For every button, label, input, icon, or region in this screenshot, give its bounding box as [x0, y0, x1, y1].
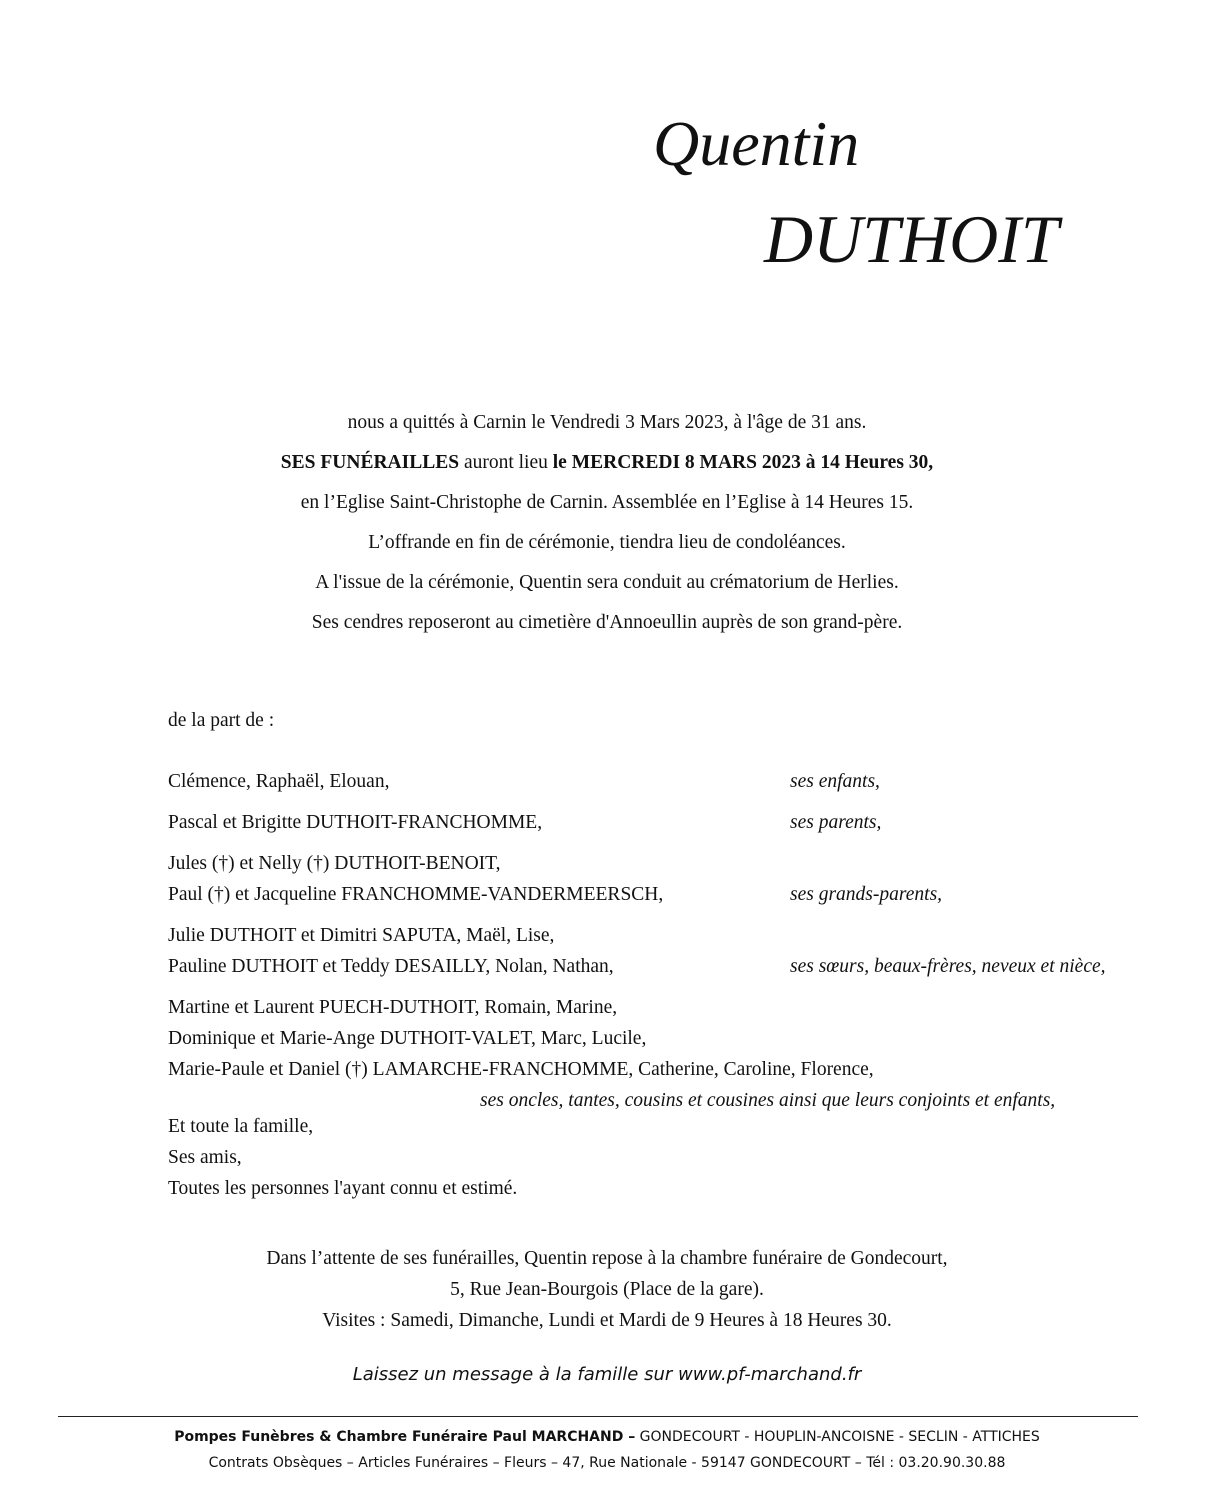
- footer-divider: [58, 1416, 1138, 1417]
- grandparents-names-2: Paul (†) et Jacqueline FRANCHOMME-VANDERMEERSCH,: [168, 884, 664, 905]
- family-list: [168, 766, 1198, 1126]
- announcement-line-crematorium: A l'issue de la cérémonie, Quentin sera conduit au crématorium de Herlies.: [315, 572, 899, 593]
- parents-names: Pascal et Brigitte DUTHOIT-FRANCHOMME,: [168, 812, 543, 833]
- funeral-date: le MERCREDI 8 MARS 2023 à 14 Heures 30,: [552, 452, 934, 473]
- repose-line-location: Dans l’attente de ses funérailles, Quentin repose à la chambre funéraire de Gondecourt,: [266, 1248, 948, 1269]
- family-group-children: [168, 766, 1198, 797]
- announcement-line-offering: L’offrande en fin de cérémonie, tiendra lieu de condoléances.: [368, 532, 846, 553]
- footer: [0, 1424, 1214, 1476]
- grandparents-relation: ses grands-parents,: [790, 884, 943, 905]
- footer-contact-line: Contrats Obsèques – Articles Funéraires – Fleurs – 47, Rue Nationale - 59147 GONDECOURT – Tél : 03.20.90.30.88: [208, 1455, 1006, 1471]
- repose-line-address: 5, Rue Jean-Bourgois (Place de la gare).: [450, 1279, 764, 1300]
- closing-family: Et toute la famille,: [168, 1116, 314, 1137]
- announcement-block: [0, 408, 1214, 648]
- online-message-note: Laissez un message à la famille sur www.pf-marchand.fr: [352, 1364, 862, 1385]
- family-group-extended: [168, 992, 1198, 1116]
- funeral-connector: auront lieu: [459, 452, 553, 473]
- announcement-line-funeral: [0, 448, 1214, 488]
- children-relation: ses enfants,: [790, 771, 880, 792]
- siblings-names-2: Pauline DUTHOIT et Teddy DESAILLY, Nolan, Nathan,: [168, 956, 614, 977]
- closing-block: [168, 1111, 517, 1204]
- deceased-last-name: DUTHOIT: [764, 201, 1059, 277]
- siblings-relation: ses sœurs, beaux-frères, neveux et nièce,: [790, 956, 1106, 977]
- extended-names-2: Dominique et Marie-Ange DUTHOIT-VALET, Marc, Lucile,: [168, 1028, 647, 1049]
- footer-company-line: [0, 1424, 1214, 1450]
- parents-relation: ses parents,: [790, 812, 882, 833]
- closing-acquaintances: Toutes les personnes l'ayant connu et estimé.: [168, 1178, 518, 1199]
- extended-names-1: Martine et Laurent PUECH-DUTHOIT, Romain, Marine,: [168, 997, 618, 1018]
- grandparents-names-1: Jules (†) et Nelly (†) DUTHOIT-BENOIT,: [168, 853, 501, 874]
- footer-company-name: Pompes Funèbres & Chambre Funéraire Paul MARCHAND –: [174, 1429, 636, 1445]
- siblings-names-1: Julie DUTHOIT et Dimitri SAPUTA, Maël, Lise,: [168, 925, 555, 946]
- repose-block: [0, 1243, 1214, 1336]
- closing-friends: Ses amis,: [168, 1147, 242, 1168]
- deceased-first-name: Quentin: [653, 108, 860, 179]
- announcement-line-death: nous a quittés à Carnin le Vendredi 3 Mars 2023, à l'âge de 31 ans.: [347, 412, 867, 433]
- announcement-line-church: en l’Eglise Saint-Christophe de Carnin. Assemblée en l’Eglise à 14 Heures 15.: [300, 492, 914, 513]
- footer-locations: GONDECOURT - HOUPLIN-ANCOISNE - SECLIN - ATTICHES: [635, 1429, 1040, 1445]
- from-label: de la part de :: [168, 710, 275, 731]
- funeral-label: SES FUNÉRAILLES: [280, 452, 460, 473]
- extended-names-3: Marie-Paule et Daniel (†) LAMARCHE-FRANCHOMME, Catherine, Caroline, Florence,: [168, 1059, 874, 1080]
- repose-line-visits: Visites : Samedi, Dimanche, Lundi et Mardi de 9 Heures à 18 Heures 30.: [322, 1310, 892, 1331]
- announcement-line-ashes: Ses cendres reposeront au cimetière d'Annoeullin auprès de son grand-père.: [311, 612, 903, 633]
- family-group-siblings: [168, 920, 1198, 982]
- extended-relation: ses oncles, tantes, cousins et cousines ainsi que leurs conjoints et enfants,: [480, 1090, 1056, 1111]
- family-group-grandparents: [168, 848, 1198, 910]
- children-names: Clémence, Raphaël, Elouan,: [168, 771, 390, 792]
- family-group-parents: [168, 807, 1198, 838]
